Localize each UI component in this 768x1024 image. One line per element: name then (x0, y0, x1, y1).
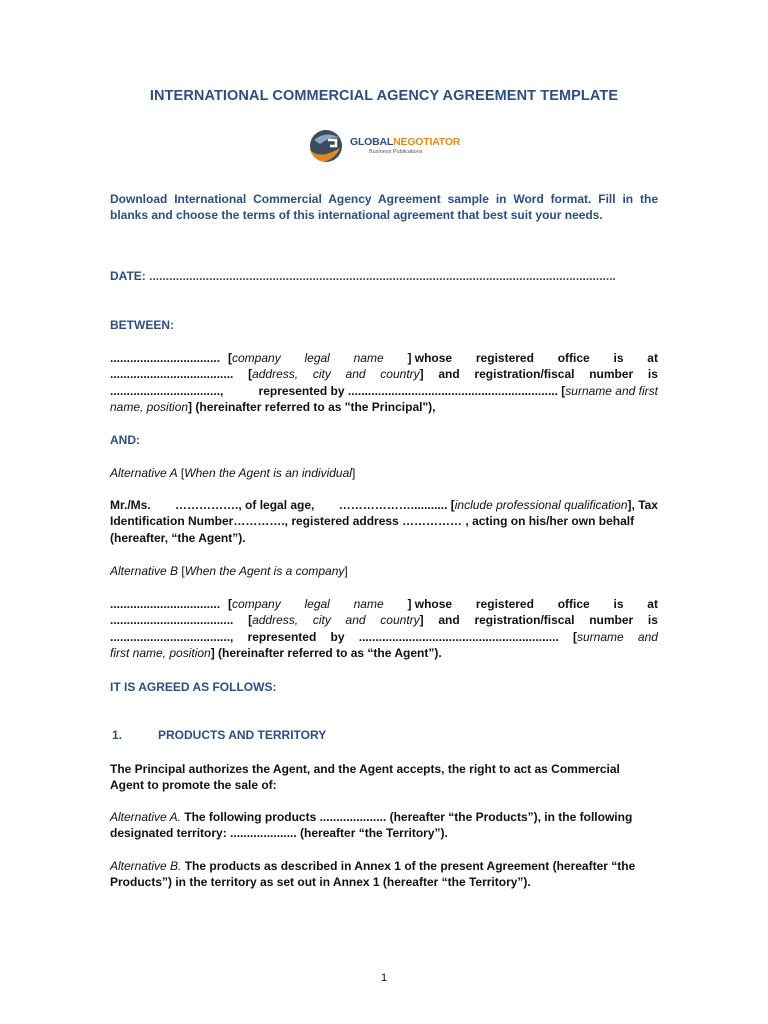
principal-block: ................................. [company legal name ] whose registered office is at ..................................... [address, city and country] and registration/fiscal number is ................................., represented by ............................................................... [surname and first name, position] (hereinafter referred to as "the Principal"), (110, 351, 658, 414)
section-1-intro: The Principal authorizes the Agent, and the Agent accepts, the right to act as Commercial Agent to promote the sale of: (110, 762, 620, 793)
globe-logo-icon (306, 126, 346, 166)
logo-wordmark: GLOBALNEGOTIATOR (350, 136, 461, 148)
agreed-heading: IT IS AGREED AS FOLLOWS: (110, 680, 277, 694)
date-line: DATE: ............................................................................................................................................ (110, 269, 616, 283)
agent-individual-block: Mr./Ms. ……………., of legal age, ………………........... [include professional qualification], Tax Identification Number…………., registered address …………… , acting on his/her own behalf (hereafter, “the Agent”). (110, 498, 658, 545)
agent-company-block: ................................. [company legal name ] whose registered office is at ..................................... [address, city and country] and registration/fiscal number is ...................................., represented by ............................................................ [surname and first name, position] (hereinafter referred to as “the Agent”). (110, 597, 658, 660)
logo-tagline: Business Publications (369, 149, 423, 155)
between-heading: BETWEEN: (110, 318, 174, 332)
alternative-a-label: Alternative A [When the Agent is an individual] (110, 466, 356, 480)
logo (306, 126, 466, 166)
and-heading: AND: (110, 433, 140, 447)
section-1-alternative-b: Alternative B. The products as described in Annex 1 of the present Agreement (hereafter “the Products”) in the territory as set out in Annex 1 (hereafter “the Territory”). (110, 859, 636, 890)
document-title: INTERNATIONAL COMMERCIAL AGENCY AGREEMENT TEMPLATE (149, 88, 619, 104)
page-number: 1 (380, 972, 388, 984)
intro-text: Download International Commercial Agency Agreement sample in Word format. Fill in the blanks and choose the terms of this international agreement that best suit your needs. (110, 192, 658, 223)
section-1-heading: 1. PRODUCTS AND TERRITORY (112, 728, 327, 742)
alternative-b-label: Alternative B [When the Agent is a company] (110, 564, 348, 578)
section-1-alternative-a: Alternative A. The following products .................... (hereafter “the Products”), in the following designated territory: .................... (hereafter “the Territory”). (110, 810, 633, 841)
